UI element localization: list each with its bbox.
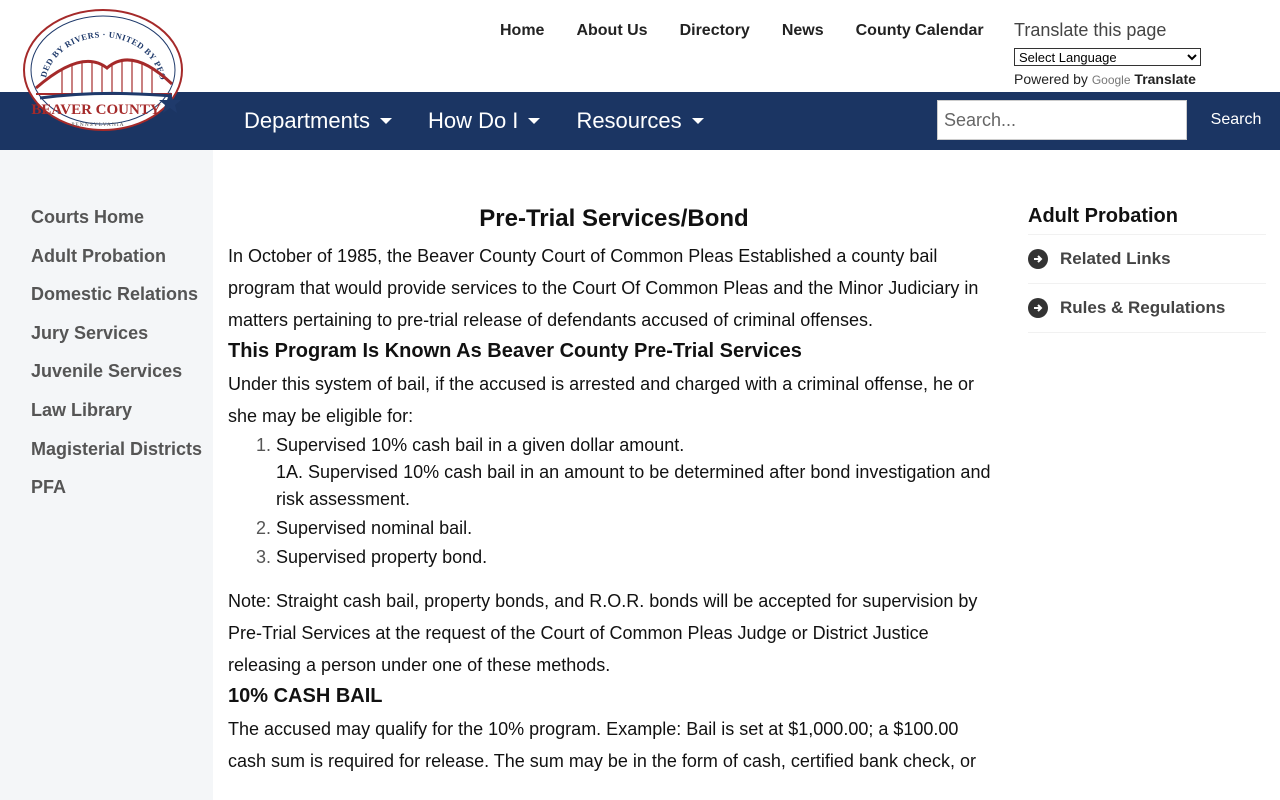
intro-paragraph: In October of 1985, the Beaver County Court of Common Pleas Established a county bail program that would provide services to the Court Of Common Pleas and the Minor Judiciary in matters pertaining to pre-trial release of defendants accused of criminal offenses.	[228, 246, 979, 330]
top-header	[0, 0, 1280, 92]
sidebar-item-courts-home[interactable]: Courts Home	[31, 207, 145, 227]
list-item-text: Supervised 10% cash bail in a given dollar amount.	[276, 435, 685, 455]
chevron-down-icon	[528, 118, 540, 124]
search-input[interactable]	[937, 100, 1187, 140]
main-nav-bar	[0, 92, 1280, 150]
page-title: Pre-Trial Services/Bond	[479, 205, 749, 232]
nav-news-link[interactable]: News	[781, 22, 824, 39]
sidebar-item-law-library[interactable]: Law Library	[31, 399, 133, 420]
sidebar-item-domestic-relations[interactable]: Domestic Relations	[31, 284, 199, 305]
search-button[interactable]: Search	[1198, 100, 1274, 140]
right-sidebar-title: Adult Probation	[1028, 205, 1178, 227]
sidebar-item-magisterial-districts[interactable]: Magisterial Districts	[31, 438, 203, 459]
list-item	[276, 432, 1000, 513]
sidebar-item-adult-probation[interactable]: Adult Probation	[31, 245, 166, 266]
note-paragraph: Note: Straight cash bail, property bonds, and R.O.R. bonds will be accepted for supervision by Pre-Trial Services at the request of the Court of Common Pleas Judge or District Justice releasing a person under one of these methods.	[228, 591, 978, 675]
main-content	[228, 200, 1000, 777]
translate-link[interactable]: Translate	[1134, 71, 1196, 87]
arrow-right-circle-icon	[1028, 249, 1048, 269]
translate-widget	[1014, 20, 1214, 87]
chevron-down-icon	[692, 118, 704, 124]
list-item	[276, 515, 1000, 542]
beaver-county-logo[interactable]	[22, 8, 184, 132]
list-item-text: Supervised property bond.	[276, 547, 488, 567]
how-do-i-label: How Do I	[427, 108, 519, 133]
cash-bail-heading: 10% CASH BAIL	[228, 685, 383, 707]
right-sidebar	[1028, 204, 1266, 333]
sidebar-item-pfa[interactable]: PFA	[31, 477, 67, 498]
list-item-text: Supervised nominal bail.	[276, 518, 473, 538]
sidebar-item-juvenile-services[interactable]: Juvenile Services	[31, 361, 183, 382]
sidebar-item-jury-services[interactable]: Jury Services	[31, 322, 149, 343]
nav-county-calendar-link[interactable]: County Calendar	[855, 22, 984, 39]
eligibility-paragraph: Under this system of bail, if the accused is arrested and charged with a criminal offense, he or she may be eligible for:	[228, 374, 975, 426]
translate-title: Translate this page	[1014, 20, 1167, 40]
powered-by-google	[1014, 71, 1214, 87]
logo-arc-text: DED BY RIVERS · UNITED BY PEO	[38, 29, 169, 82]
related-links-item[interactable]	[1028, 234, 1266, 283]
departments-dropdown[interactable]	[244, 108, 392, 134]
arrow-right-circle-icon	[1028, 298, 1048, 318]
bail-options-list	[228, 432, 1000, 571]
powered-by-label: Powered by	[1014, 71, 1088, 87]
program-heading: This Program Is Known As Beaver County Pre-Trial Services	[228, 340, 802, 362]
rules-regulations-item[interactable]	[1028, 283, 1266, 333]
list-item	[276, 544, 1000, 571]
nav-home-link[interactable]: Home	[500, 22, 545, 39]
nav-about-us-link[interactable]: About Us	[576, 22, 648, 39]
logo-state-text: PENNSYLVANIA	[71, 122, 125, 128]
chevron-down-icon	[380, 118, 392, 124]
departments-label: Departments	[244, 108, 370, 133]
related-links-label: Related Links	[1060, 249, 1171, 268]
cash-bail-paragraph: The accused may qualify for the 10% program. Example: Bail is set at $1,000.00; a $100.00 cash sum is required for release. The sum may be in the form of cash, certified bank check, or	[228, 719, 977, 771]
beaver-county-seal-icon	[22, 8, 184, 132]
language-select[interactable]	[1014, 48, 1201, 66]
left-sidebar	[0, 150, 213, 800]
logo-county-text: BEAVER COUNTY	[31, 102, 161, 118]
how-do-i-dropdown[interactable]	[428, 108, 540, 134]
rules-regulations-label: Rules & Regulations	[1060, 298, 1226, 317]
top-nav	[500, 22, 1016, 40]
google-logo: Google	[1091, 73, 1131, 87]
resources-label: Resources	[576, 108, 682, 133]
list-item-subtext: 1A. Supervised 10% cash bail in an amount to be determined after bond investigation and risk assessment.	[276, 462, 991, 509]
resources-dropdown[interactable]	[576, 108, 703, 134]
sidebar-nav	[31, 206, 202, 515]
nav-directory-link[interactable]: Directory	[679, 22, 750, 39]
main-menu	[244, 92, 740, 150]
